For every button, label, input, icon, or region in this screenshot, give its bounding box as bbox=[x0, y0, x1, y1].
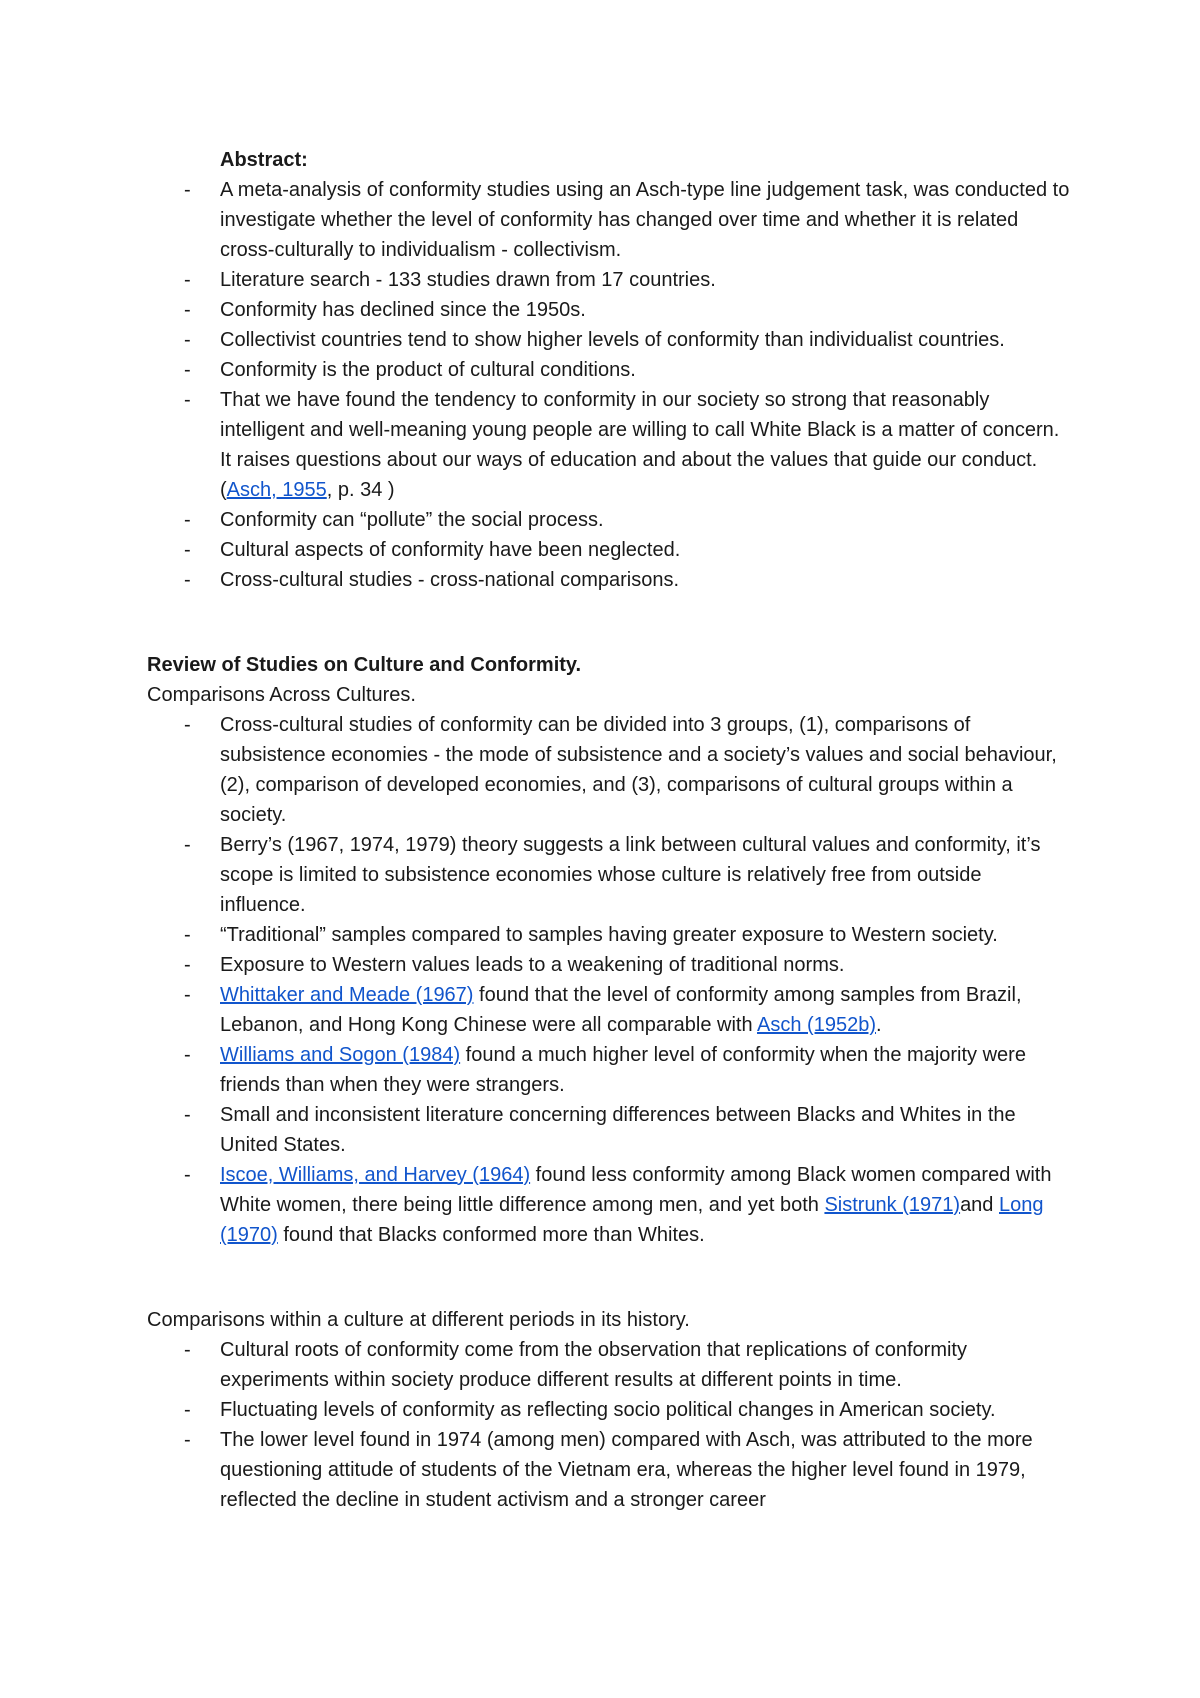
list-item: - Exposure to Western values leads to a weakening of traditional norms. bbox=[0, 950, 1070, 980]
quote-text: That we have found the tendency to conformity in our society so strong that reasonably intelligent and well-meaning young people are willing to call White Black is a matter of concern. It raises questions about our ways of education and about the values that guide our conduct. ( bbox=[220, 389, 1060, 501]
across-cultures-list bbox=[0, 710, 1200, 1250]
abstract-heading: Abstract: bbox=[220, 149, 308, 171]
item-text: . bbox=[876, 1014, 882, 1036]
list-item: - Conformity is the product of cultural conditions. bbox=[0, 355, 1070, 385]
list-item: - Berry’s (1967, 1974, 1979) theory suggests a link between cultural values and conformity, it’s scope is limited to subsistence economies whose culture is relatively free from outside influence. bbox=[0, 830, 1070, 920]
item-text: found that the level of conformity among samples from Brazil, Lebanon, and Hong Kong Chinese were all comparable with bbox=[220, 984, 1022, 1036]
list-item-iscoe bbox=[0, 1160, 1070, 1250]
list-item-quote bbox=[0, 385, 1070, 505]
citation-link[interactable]: Sistrunk (1971) bbox=[824, 1194, 961, 1216]
list-item: - Collectivist countries tend to show higher levels of conformity than individualist countries. bbox=[0, 325, 1070, 355]
item-text: and bbox=[960, 1194, 999, 1216]
item-text: found less conformity among Black women compared with White women, there being little difference among men, and yet both bbox=[220, 1164, 1052, 1216]
list-item-whittaker bbox=[0, 980, 1070, 1040]
citation-link[interactable]: Asch, 1955 bbox=[226, 479, 327, 501]
citation-link[interactable]: Asch (1952b) bbox=[757, 1014, 876, 1036]
quote-page: , p. 34 ) bbox=[326, 479, 395, 501]
within-culture-list bbox=[0, 1335, 1200, 1515]
review-heading: Review of Studies on Culture and Conformity. bbox=[147, 654, 582, 676]
within-culture-title: Comparisons within a culture at different periods in its history. bbox=[147, 1309, 690, 1331]
list-item: - Cultural aspects of conformity have been neglected. bbox=[0, 535, 1070, 565]
list-item-williams bbox=[0, 1040, 1070, 1100]
citation-link[interactable]: Long (1970) bbox=[220, 1194, 1044, 1246]
list-item: - A meta-analysis of conformity studies using an Asch-type line judgement task, was conducted to investigate whether the level of conformity has changed over time and whether it is related cross-culturally to individualism - collectivism. bbox=[0, 175, 1070, 265]
list-item: - Conformity has declined since the 1950s. bbox=[0, 295, 1070, 325]
citation-link[interactable]: Iscoe, Williams, and Harvey (1964) bbox=[220, 1164, 531, 1186]
item-text: found that Blacks conformed more than Whites. bbox=[277, 1224, 705, 1246]
citation-link[interactable]: Williams and Sogon (1984) bbox=[220, 1044, 461, 1066]
across-cultures-title: Comparisons Across Cultures. bbox=[147, 684, 416, 706]
list-item: - Cross-cultural studies of conformity can be divided into 3 groups, (1), comparisons of subsistence economies - the mode of subsistence and a society’s values and social behaviour, (2), comparison of developed economies, and (3), comparisons of cultural groups within a society. bbox=[0, 710, 1070, 830]
list-item: - Fluctuating levels of conformity as reflecting socio political changes in American society. bbox=[0, 1395, 1070, 1425]
list-item: - Literature search - 133 studies drawn from 17 countries. bbox=[0, 265, 1070, 295]
abstract-list bbox=[0, 175, 1200, 595]
list-item: - “Traditional” samples compared to samples having greater exposure to Western society. bbox=[0, 920, 1070, 950]
list-item: - Cultural roots of conformity come from the observation that replications of conformity experiments within society produce different results at different points in time. bbox=[0, 1335, 1070, 1395]
list-item: - Small and inconsistent literature concerning differences between Blacks and Whites in the United States. bbox=[0, 1100, 1070, 1160]
citation-link[interactable]: Whittaker and Meade (1967) bbox=[220, 984, 474, 1006]
list-item: - Conformity can “pollute” the social process. bbox=[0, 505, 1070, 535]
list-item: - Cross-cultural studies - cross-national comparisons. bbox=[0, 565, 1070, 595]
item-text: found a much higher level of conformity when the majority were friends than when they were strangers. bbox=[220, 1044, 1026, 1096]
list-item: - The lower level found in 1974 (among men) compared with Asch, was attributed to the more questioning attitude of students of the Vietnam era, whereas the higher level found in 1979, reflected the decline in student activism and a stronger career bbox=[0, 1425, 1070, 1515]
